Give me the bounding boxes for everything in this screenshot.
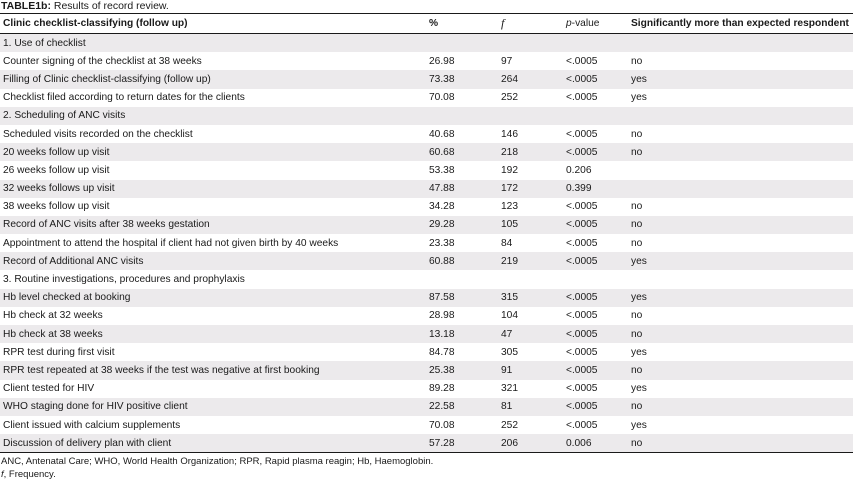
- cell-item: Client issued with calcium supplements: [3, 419, 181, 431]
- cell-percent: 25.38: [426, 361, 498, 379]
- cell-significance: yes: [628, 289, 853, 307]
- cell-significance: no: [631, 310, 643, 322]
- cell-percent: 22.58: [426, 398, 498, 416]
- cell-p-value: <.0005: [563, 143, 628, 161]
- cell-significance: [628, 161, 853, 179]
- cell-frequency: 172: [498, 180, 563, 198]
- cell-significance: [628, 180, 853, 198]
- cell-item: Hb check at 38 weeks: [0, 325, 426, 343]
- section-row: [0, 34, 853, 53]
- cell-p-value: 0.006: [563, 434, 628, 453]
- cell-p-value: <.0005: [563, 70, 628, 88]
- cell-percent: 57.28: [426, 434, 498, 453]
- cell-item: RPR test during first visit: [3, 346, 115, 358]
- cell-percent: 53.38: [429, 164, 455, 176]
- cell-item: Appointment to attend the hospital if client had not given birth by 40 weeks: [3, 237, 339, 249]
- footnote-frequency: [1, 469, 853, 481]
- cell-frequency: 81: [498, 398, 563, 416]
- cell-frequency: 123: [501, 201, 518, 213]
- cell-item: Hb check at 32 weeks: [3, 310, 103, 322]
- cell-item: 20 weeks follow up visit: [0, 143, 426, 161]
- cell-percent: 23.38: [429, 237, 455, 249]
- cell-percent: 60.68: [426, 143, 498, 161]
- cell-significance: yes: [628, 70, 853, 88]
- cell-significance: no: [628, 434, 853, 453]
- header-p-rest: -value: [571, 18, 600, 29]
- cell-significance: no: [631, 237, 643, 249]
- header-p-italic: p: [566, 18, 572, 29]
- cell-percent: 60.88: [426, 252, 498, 270]
- cell-item: WHO staging done for HIV positive client: [0, 398, 426, 416]
- section-row: [0, 107, 853, 125]
- cell-frequency: 47: [498, 325, 563, 343]
- cell-item: Record of ANC visits after 38 weeks gestation: [0, 216, 426, 234]
- section-title: 1. Use of checklist: [0, 34, 853, 53]
- cell-item: Client tested for HIV: [3, 383, 95, 395]
- cell-percent: 47.88: [426, 180, 498, 198]
- cell-percent: 70.08: [429, 419, 455, 431]
- cell-percent: 28.98: [429, 310, 455, 322]
- cell-frequency: 192: [501, 164, 518, 176]
- cell-frequency: 84: [501, 237, 513, 249]
- cell-item: Discussion of delivery plan with client: [0, 434, 426, 453]
- table-row: [0, 143, 853, 161]
- cell-frequency: 104: [501, 310, 518, 322]
- cell-significance: yes: [631, 92, 647, 104]
- footnote-abbreviations: ANC, Antenatal Care; WHO, World Health Organization; RPR, Rapid plasma reagin; Hb, Haemoglobin.: [1, 456, 434, 468]
- cell-item: 32 weeks follows up visit: [0, 180, 426, 198]
- header-percent: %: [426, 14, 498, 34]
- cell-frequency: 305: [501, 346, 518, 358]
- header-row: [0, 14, 853, 34]
- section-title: 2. Scheduling of ANC visits: [0, 107, 853, 125]
- table-row: [0, 180, 853, 198]
- caption-text: Results of record review.: [50, 0, 169, 12]
- cell-significance: yes: [631, 419, 647, 431]
- table-row: [0, 198, 853, 216]
- cell-p-value: <.0005: [566, 346, 598, 358]
- table-row: [0, 307, 853, 325]
- cell-percent: 40.68: [429, 128, 455, 140]
- section-title: 3. Routine investigations, procedures and prophylaxis: [3, 274, 245, 286]
- cell-p-value: <.0005: [563, 252, 628, 270]
- cell-item: Record of Additional ANC visits: [0, 252, 426, 270]
- cell-p-value: <.0005: [563, 216, 628, 234]
- cell-item: Filling of Clinic checklist-classifying (follow up): [0, 70, 426, 88]
- cell-item: 26 weeks follow up visit: [3, 164, 110, 176]
- table-row: [0, 125, 853, 143]
- table-row: [0, 398, 853, 416]
- cell-frequency: 315: [498, 289, 563, 307]
- cell-p-value: <.0005: [566, 310, 598, 322]
- cell-p-value: <.0005: [566, 383, 598, 395]
- table-row: [0, 434, 853, 453]
- table-row: [0, 161, 853, 179]
- cell-percent: 29.28: [426, 216, 498, 234]
- table-body: [0, 34, 853, 453]
- table-row: [0, 216, 853, 234]
- cell-frequency: 321: [501, 383, 518, 395]
- footnote-f-text: , Frequency.: [3, 468, 56, 480]
- cell-significance: no: [628, 143, 853, 161]
- cell-percent: 70.08: [429, 92, 455, 104]
- cell-p-value: 0.399: [563, 180, 628, 198]
- cell-percent: 84.78: [429, 346, 455, 358]
- cell-item: Scheduled visits recorded on the checklist: [3, 128, 193, 140]
- cell-frequency: 97: [501, 55, 513, 67]
- cell-p-value: <.0005: [563, 325, 628, 343]
- cell-significance: no: [631, 201, 643, 213]
- header-item: Clinic checklist-classifying (follow up): [0, 14, 426, 34]
- table-row: [0, 343, 853, 361]
- cell-frequency: 146: [501, 128, 518, 140]
- cell-significance: no: [628, 216, 853, 234]
- table-row: [0, 289, 853, 307]
- cell-significance: no: [628, 398, 853, 416]
- footnote-f-symbol: f: [1, 468, 4, 480]
- cell-percent: 73.38: [426, 70, 498, 88]
- cell-frequency: 105: [498, 216, 563, 234]
- header-frequency: f: [498, 14, 563, 34]
- cell-p-value: <.0005: [566, 55, 598, 67]
- table-row: [0, 252, 853, 270]
- cell-significance: yes: [631, 383, 647, 395]
- cell-p-value: <.0005: [566, 128, 598, 140]
- cell-p-value: <.0005: [566, 201, 598, 213]
- cell-p-value: <.0005: [563, 289, 628, 307]
- cell-item: Hb level checked at booking: [0, 289, 426, 307]
- cell-item: Counter signing of the checklist at 38 weeks: [3, 55, 202, 67]
- cell-percent: 26.98: [429, 55, 455, 67]
- table-row: [0, 325, 853, 343]
- cell-item: Checklist filed according to return dates for the clients: [3, 92, 245, 104]
- table-row: [0, 89, 853, 107]
- cell-frequency: 206: [498, 434, 563, 453]
- cell-frequency: 252: [501, 92, 518, 104]
- caption-label: TABLE1b:: [1, 0, 51, 12]
- results-table: [0, 13, 853, 453]
- section-row: [0, 270, 853, 288]
- cell-significance: no: [631, 55, 643, 67]
- table-row: [0, 234, 853, 252]
- table-caption: [0, 0, 853, 13]
- table-row: [0, 380, 853, 398]
- cell-item: RPR test repeated at 38 weeks if the test was negative at first booking: [0, 361, 426, 379]
- table-row: [0, 70, 853, 88]
- table-row: [0, 52, 853, 70]
- cell-percent: 13.18: [426, 325, 498, 343]
- cell-significance: no: [628, 361, 853, 379]
- cell-frequency: 91: [498, 361, 563, 379]
- cell-percent: 89.28: [429, 383, 455, 395]
- cell-p-value: <.0005: [566, 237, 598, 249]
- cell-p-value: 0.206: [566, 164, 592, 176]
- cell-frequency: 218: [498, 143, 563, 161]
- cell-p-value: <.0005: [563, 361, 628, 379]
- footnotes: [0, 453, 853, 481]
- cell-item: 38 weeks follow up visit: [3, 201, 110, 213]
- cell-p-value: <.0005: [563, 398, 628, 416]
- header-p-value: [563, 14, 628, 34]
- cell-percent: 87.58: [426, 289, 498, 307]
- cell-frequency: 219: [498, 252, 563, 270]
- cell-significance: yes: [631, 346, 647, 358]
- cell-frequency: 252: [501, 419, 518, 431]
- cell-frequency: 264: [498, 70, 563, 88]
- header-significance: Significantly more than expected respondent: [628, 14, 853, 34]
- cell-p-value: <.0005: [566, 92, 598, 104]
- table-row: [0, 361, 853, 379]
- cell-p-value: <.0005: [566, 419, 598, 431]
- cell-significance: yes: [628, 252, 853, 270]
- cell-percent: 34.28: [429, 201, 455, 213]
- table-row: [0, 416, 853, 434]
- cell-significance: no: [631, 128, 643, 140]
- cell-significance: no: [628, 325, 853, 343]
